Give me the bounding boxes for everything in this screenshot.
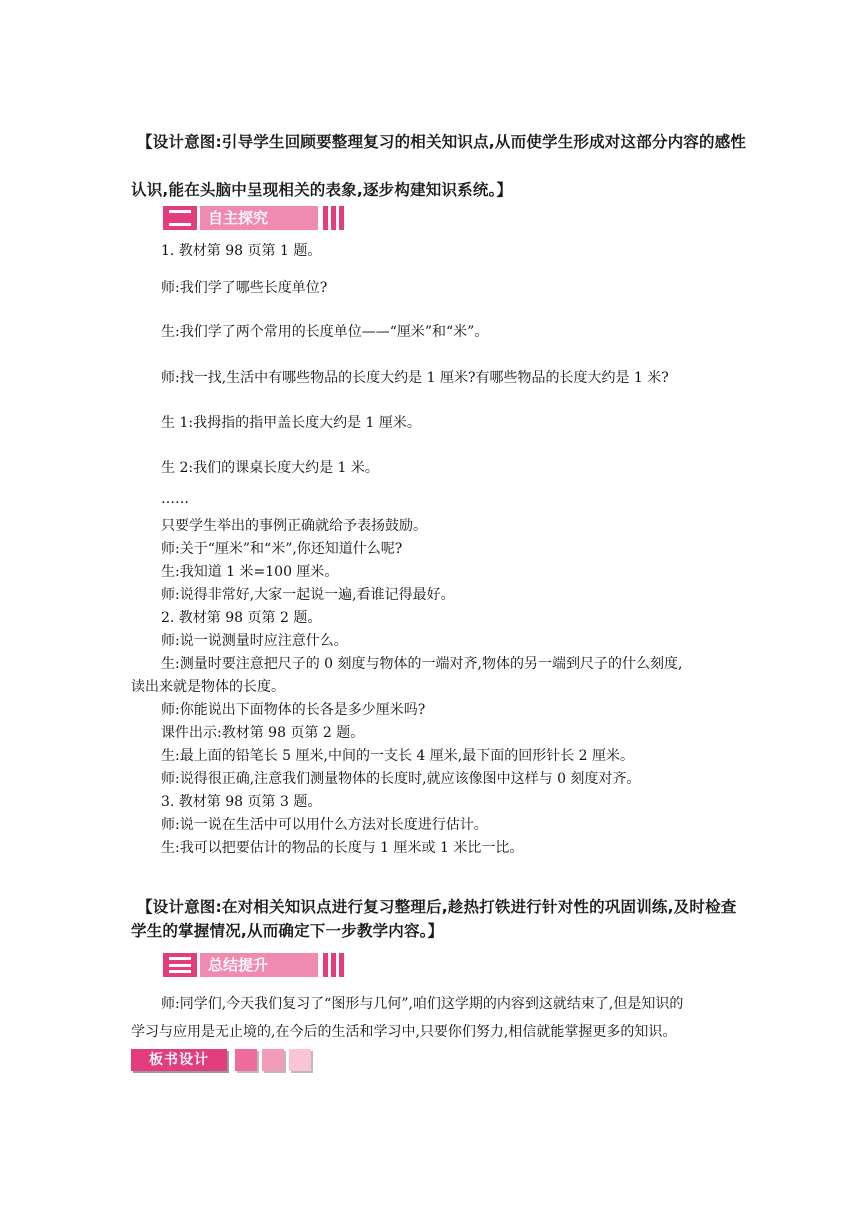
design-intent-note: 【设计意图:引导学生回顾要整理复习的相关知识点,从而使学生形成对这部分内容的感性认识,能在头脑中呈现相关的表象,逐步构建知识系统。】 <box>131 133 747 199</box>
paragraph: 课件出示:教材第 98 页第 2 题。 <box>161 725 365 741</box>
paragraph: 只要学生举出的事例正确就给予表扬鼓励。 <box>161 518 427 534</box>
section-number-two-icon <box>163 206 197 230</box>
paragraph: 生:我知道 1 米=100 厘米。 <box>161 564 339 580</box>
paragraph: 生:我们学了两个常用的长度单位——“厘米”和“米”。 <box>161 324 489 340</box>
paragraph: 师:你能说出下面物体的长各是多少厘米吗? <box>161 702 426 718</box>
paragraph: 生 2:我们的课桌长度大约是 1 米。 <box>161 460 379 476</box>
section-title: 总结提升 <box>200 953 318 977</box>
paragraph: 师:说一说测量时应注意什么。 <box>161 633 348 649</box>
paragraph: 1. 教材第 98 页第 1 题。 <box>161 243 322 259</box>
board-design-title: 板书设计 <box>131 1049 227 1071</box>
paragraph: 师:说得很正确,注意我们测量物体的长度时,就应该像图中这样与 0 刻度对齐。 <box>161 771 641 787</box>
paragraph: 生 1:我拇指的指甲盖长度大约是 1 厘米。 <box>161 415 421 431</box>
paragraph: …… <box>161 491 189 507</box>
dialogue-block-b <box>131 515 731 860</box>
paragraph: 师:我们学了哪些长度单位? <box>161 280 328 296</box>
paragraph: 师:说得非常好,大家一起说一遍,看谁记得最好。 <box>161 587 455 603</box>
summary-block <box>131 990 731 1046</box>
paragraph: 师:说一说在生活中可以用什么方法对长度进行估计。 <box>161 817 488 833</box>
section-title: 自主探究 <box>200 206 318 230</box>
section-header-3 <box>163 953 363 977</box>
paragraph: 生:测量时要注意把尺子的 0 刻度与物体的一端对齐,物体的另一端到尺子的什么刻度, <box>161 656 683 672</box>
board-design-header <box>131 1048 311 1072</box>
paragraph: 生:最上面的铅笔长 5 厘米,中间的一支长 4 厘米,最下面的回形针长 2 厘米。 <box>161 748 635 764</box>
paragraph: 读出来就是物体的长度。 <box>131 679 285 695</box>
paragraph: 3. 教材第 98 页第 3 题。 <box>161 794 322 810</box>
decor-square-icon <box>262 1049 284 1071</box>
section-number-three-icon <box>163 953 197 977</box>
decor-square-icon <box>235 1049 257 1071</box>
paragraph: 生:我可以把要估计的物品的长度与 1 厘米或 1 米比一比。 <box>161 840 524 856</box>
section-header-2 <box>163 206 363 230</box>
paragraph: 2. 教材第 98 页第 2 题。 <box>161 610 322 626</box>
paragraph: 师:关于“厘米”和“米”,你还知道什么呢? <box>161 541 403 557</box>
paragraph: 学习与应用是无止境的,在今后的生活和学习中,只要你们努力,相信就能掌握更多的知识。 <box>131 1024 677 1040</box>
paragraph: 师:同学们,今天我们复习了“图形与几何”,咱们这学期的内容到这就结束了,但是知识的 <box>161 996 684 1012</box>
decor-square-icon <box>289 1049 311 1071</box>
section-stripes <box>323 206 344 230</box>
design-intent-note: 【设计意图:在对相关知识点进行复习整理后,趁热打铁进行针对性的巩固训练,及时检查学生的掌握情况,从而确定下一步教学内容。】 <box>131 898 737 940</box>
section-stripes <box>323 953 344 977</box>
paragraph: 师:找一找,生活中有哪些物品的长度大约是 1 厘米?有哪些物品的长度大约是 1 米? <box>161 370 669 386</box>
